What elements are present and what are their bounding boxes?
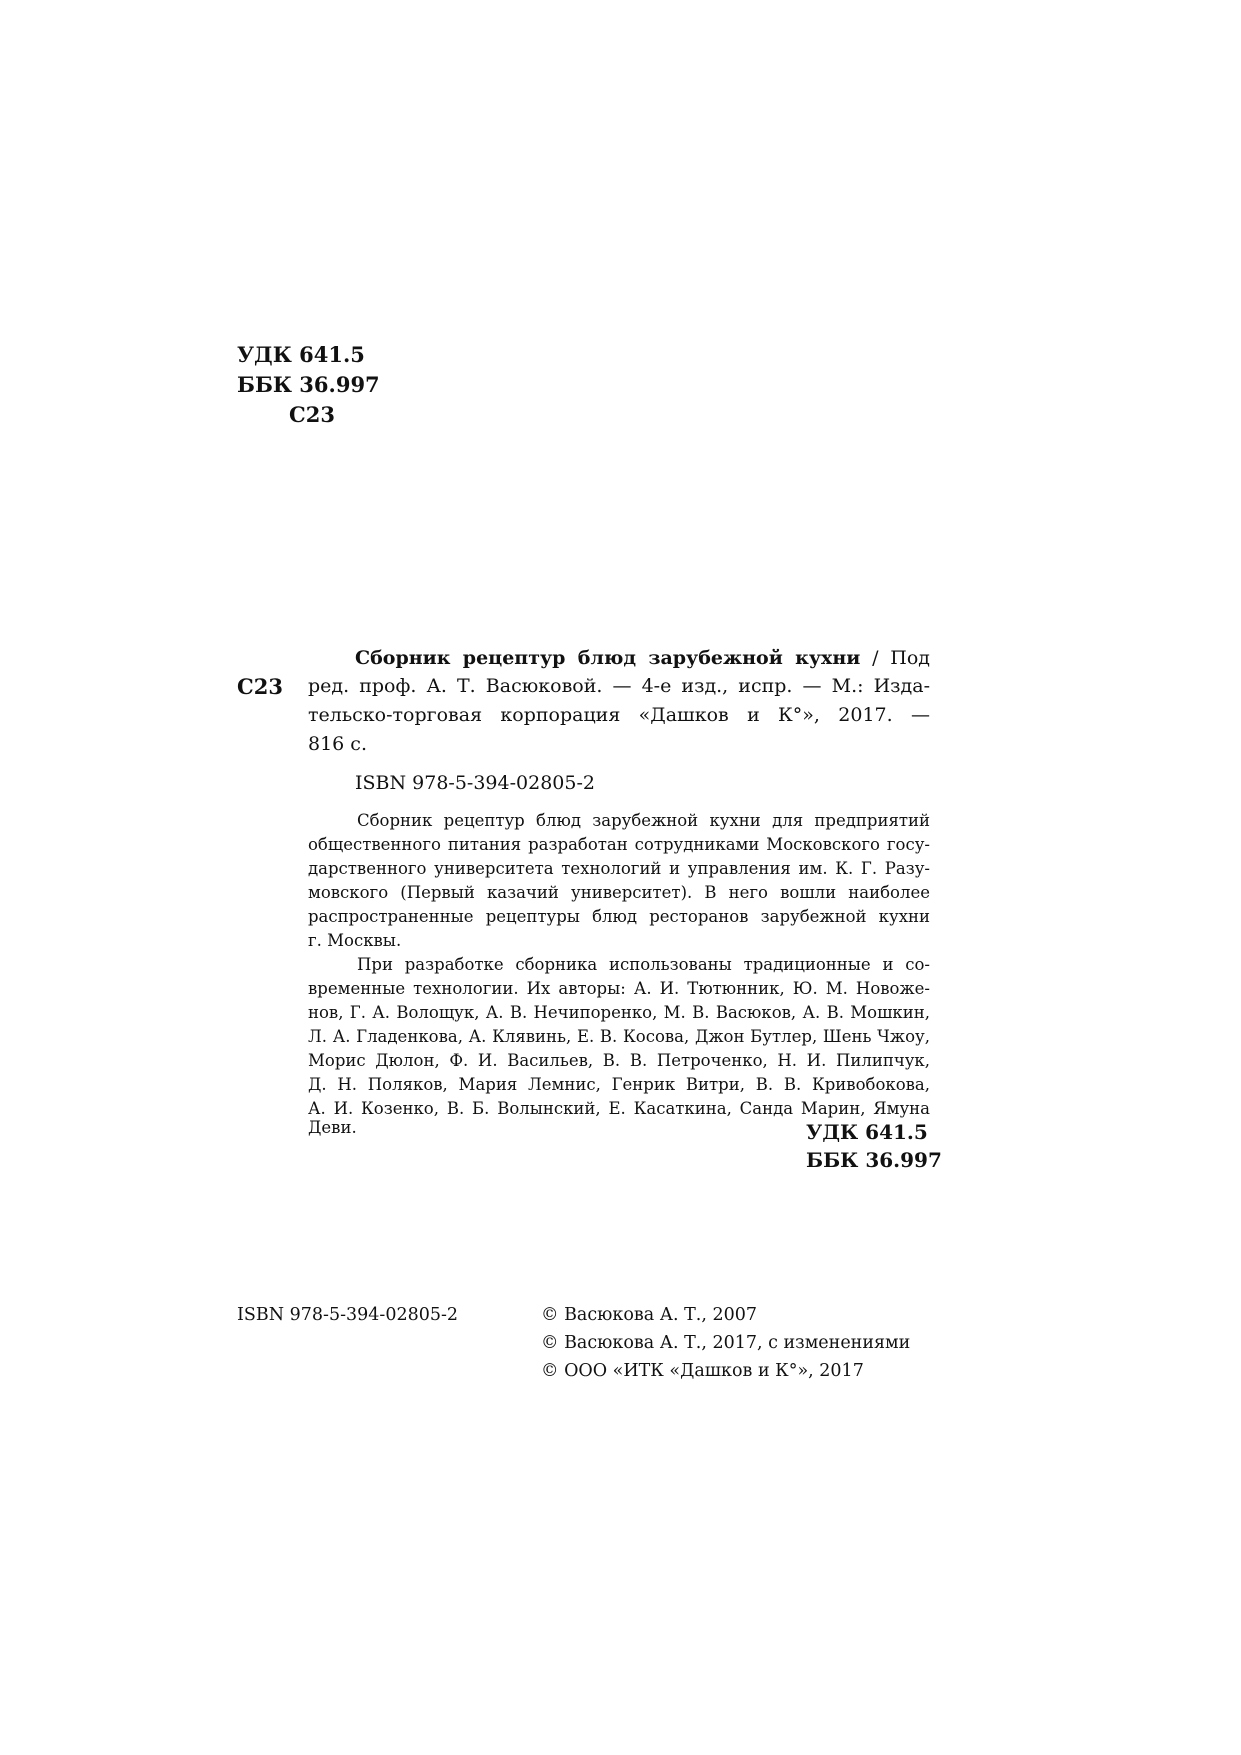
bottom-udk-code: УДК 641.5 [806, 1120, 928, 1144]
copyright-line: © Васюкова А. Т., 2007 [541, 1305, 757, 1325]
bibliographic-entry-line: Сборник рецептур блюд зарубежной кухни / Под [355, 647, 930, 669]
top-bbk-code: ББК 36.997 [237, 372, 380, 397]
bottom-bbk-code: ББК 36.997 [806, 1148, 942, 1172]
side-author-mark: С23 [237, 674, 283, 699]
annotation-line: Л. А. Гладенкова, А. Клявинь, Е. В. Косова, Джон Бутлер, Шень Чжоу, [308, 1027, 930, 1046]
annotation-line: дарственного университета технологий и управления им. К. Г. Разу- [308, 859, 930, 878]
entry-isbn: ISBN 978-5-394-02805-2 [355, 772, 595, 794]
annotation-line: г. Москвы. [308, 931, 402, 950]
annotation-line: Сборник рецептур блюд зарубежной кухни для предприятий [357, 811, 930, 830]
annotation-line: временные технологии. Их авторы: А. И. Тютюнник, Ю. М. Новоже- [308, 979, 930, 998]
footer-isbn: ISBN 978-5-394-02805-2 [237, 1305, 459, 1325]
top-udk-code: УДК 641.5 [237, 342, 365, 367]
annotation-line: общественного питания разработан сотрудниками Московского госу- [308, 835, 930, 854]
copyright-line: © Васюкова А. Т., 2017, с изменениями [541, 1333, 911, 1353]
annotation-line: мовского (Первый казачий университет). В него вошли наиболее [308, 883, 930, 902]
bibliographic-entry-line: тельско-торговая корпорация «Дашков и К°», 2017. — [308, 704, 930, 726]
annotation-line: А. И. Козенко, В. Б. Волынский, Е. Касаткина, Санда Марин, Ямуна Деви. [308, 1099, 930, 1137]
bibliographic-entry-line: 816 с. [308, 733, 367, 755]
book-title: Сборник рецептур блюд зарубежной кухни [355, 647, 861, 669]
annotation-line: При разработке сборника использованы традиционные и со- [357, 955, 930, 974]
top-author-mark: С23 [289, 402, 335, 427]
annotation-line: нов, Г. А. Волощук, А. В. Нечипоренко, М. В. Васюков, А. В. Мошкин, [308, 1003, 930, 1022]
bibliographic-entry-line: ред. проф. А. Т. Васюковой. — 4-е изд., испр. — М.: Изда- [308, 675, 930, 697]
annotation-line: Морис Дюлон, Ф. И. Васильев, В. В. Петроченко, Н. И. Пилипчук, [308, 1051, 930, 1070]
annotation-line: распространенные рецептуры блюд ресторанов зарубежной кухни [308, 907, 930, 926]
copyright-line: © ООО «ИТК «Дашков и К°», 2017 [541, 1361, 864, 1381]
annotation-line: Д. Н. Поляков, Мария Лемнис, Генрик Витри, В. В. Кривобокова, [308, 1075, 930, 1094]
